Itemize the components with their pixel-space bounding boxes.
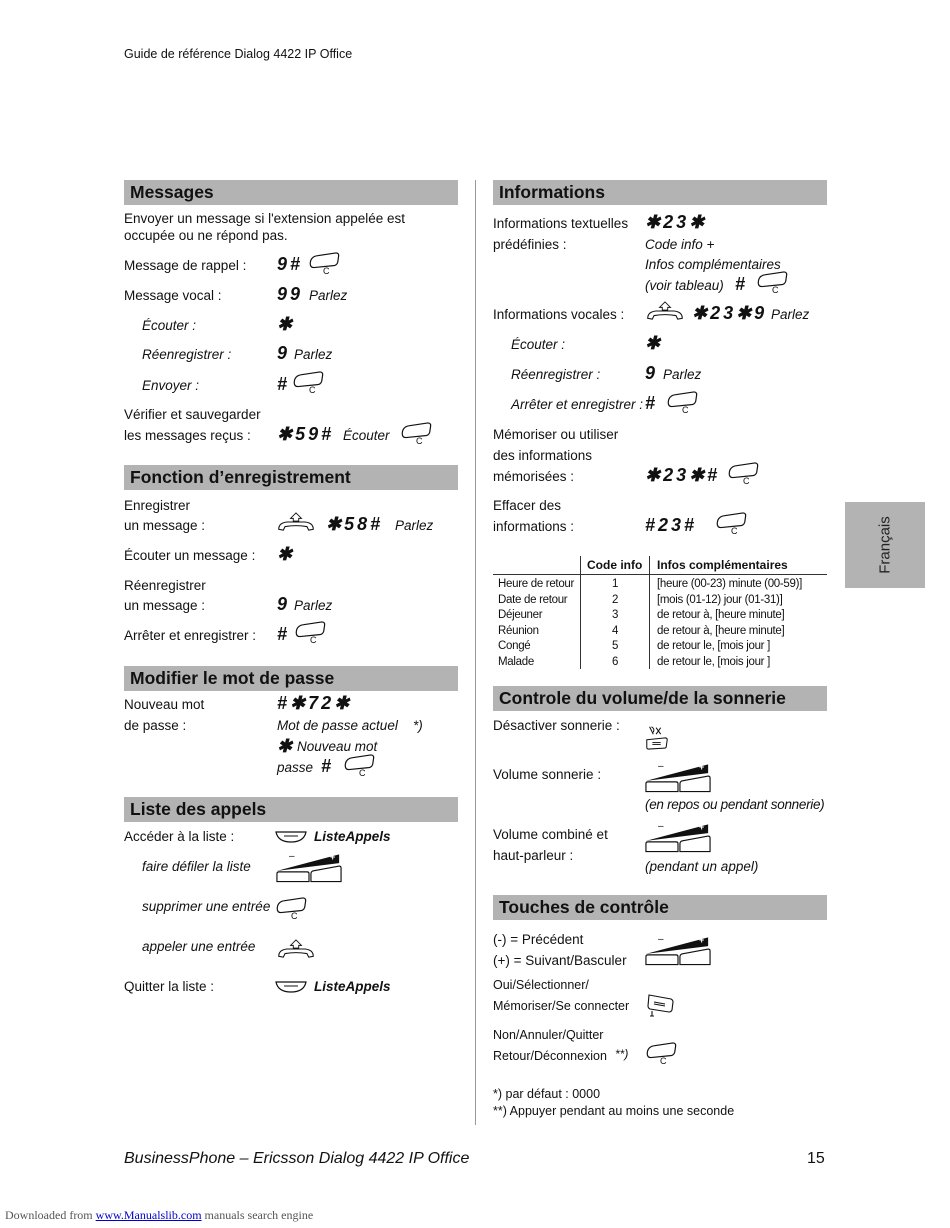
c-key-letter: C [416,436,423,446]
soft-key-icon [275,980,307,994]
table-cell-info-type: Congé [498,640,531,652]
messages-intro-1: Envoyer un message si l'extension appelée est [124,211,405,226]
minus-key-letter: – [658,934,664,945]
minus-key-letter: – [658,761,664,772]
c-key-letter: C [772,285,779,295]
prec-label: (-) = Précédent [493,932,584,947]
soft-key-icon [275,830,307,844]
table-col-rule [649,556,650,669]
plus-key-letter: + [699,935,705,945]
vocal-label: Message vocal : [124,288,222,303]
inf-arreter-code: # [645,393,659,413]
oui-label-2: Mémoriser/Se connecter [493,999,630,1013]
rappel-code: 9# [277,254,304,274]
table-cell-code: 1 [611,578,619,590]
verif-note: Écouter [343,428,390,443]
mdp-label-1: Nouveau mot [124,697,205,712]
section-heading-liste-appels: Liste des appels [124,797,458,822]
handset-offhook-icon [276,511,316,533]
msg-envoyer-label: Envoyer : [142,378,200,393]
enr-ecouter-label: Écouter un message : [124,548,256,563]
quitter-label: Quitter la liste : [124,979,215,994]
c-key-letter: C [660,1056,667,1066]
non-label-2: Retour/Déconnexion [493,1049,607,1063]
table-cell-details: de retour à, [heure minute] [657,609,785,621]
c-key-letter: C [291,911,298,921]
table-header-infos: Infos complémentaires [657,558,788,572]
table-header-code: Code info [587,558,643,572]
verif-code: ✱59# [277,424,335,444]
textuelles-code: ✱23✱ [645,212,708,232]
vocales-label: Informations vocales : [493,307,625,322]
page-number: 15 [807,1150,825,1167]
table-cell-info-type: Heure de retour [498,578,575,590]
table-cell-info-type: Déjeuner [498,609,543,621]
textuelles-label-1: Informations textuelles [493,216,629,231]
table-cell-details: de retour le, [mois jour ] [657,655,771,668]
verif-label-2: les messages reçus : [124,428,251,443]
header-title: Guide de référence Dialog 4422 IP Office [124,47,353,61]
c-key-letter: C [682,405,689,415]
msg-ecouter-code: ✱ [277,314,296,334]
plus-key-letter: + [699,762,705,772]
non-label-1: Non/Annuler/Quitter [493,1028,604,1042]
enr-arreter-code: # [277,624,291,644]
section-heading-enregistrement: Fonction d’enregistrement [124,465,458,490]
enreg-label-1: Enregistrer [124,498,191,513]
inf-ecouter-code: ✱ [645,333,664,353]
enreg-note: Parlez [395,518,434,533]
rappel-label: Message de rappel : [124,258,247,273]
verif-label-1: Vérifier et sauvegarder [124,407,261,422]
mdp-line-1: Mot de passe actuel [277,718,398,733]
memoriser-code: ✱23✱# [645,465,721,485]
mdp-line-3-code: # [321,756,335,776]
table-cell-details: [mois (01-12) jour (01-31)] [657,593,783,606]
acceder-action: ListeAppels [314,829,391,844]
table-cell-code: 4 [611,624,619,637]
handset-offhook-icon [276,938,316,960]
c-key-icon [292,371,324,393]
c-key-letter: C [310,635,317,645]
mute-ringer-icon [644,724,670,750]
combine-label-2: haut-parleur : [493,848,574,863]
language-tab-label: Français [876,516,894,574]
table-cell-info-type: Malade [498,655,534,668]
appeler-label: appeler une entrée [142,939,256,954]
section-heading-volume: Controle du volume/de la sonnerie [493,686,827,711]
minus-key-letter: – [658,821,664,832]
footer-title: BusinessPhone – Ericsson Dialog 4422 IP Office [124,1150,470,1167]
msg-reenreg-label: Réenregistrer : [142,347,232,362]
c-key-letter: C [309,385,316,395]
enr-reenreg-note: Parlez [294,598,333,613]
combine-note: (pendant un appel) [645,859,759,874]
combine-label-1: Volume combiné et [493,827,608,842]
c-key-letter: C [743,476,750,486]
table-cell-details: de retour à, [heure minute] [657,624,785,637]
section-heading-informations: Informations [493,180,827,205]
messages-intro-2: occupée ou ne répond pas. [124,228,288,243]
enr-ecouter-code: ✱ [277,544,296,564]
sonnerie-note: (en repos ou pendant sonnerie) [645,797,825,812]
desactiver-label: Désactiver sonnerie : [493,718,620,733]
textuelles-label-2: prédéfinies : [493,237,567,252]
minus-key-letter: – [289,851,295,862]
msg-reenreg-note: Parlez [294,347,333,362]
table-cell-code: 5 [611,640,619,652]
textuelles-line-3: Infos complémentaires [645,257,781,272]
table-cell-info-type: Réunion [498,624,539,637]
enr-reenreg-label-2: un message : [124,598,206,613]
vocal-note: Parlez [309,288,348,303]
mdp-line-3: passe [277,760,314,775]
enreg-code: ✱58# [326,514,384,534]
suiv-label: (+) = Suivant/Basculer [493,953,627,968]
source-attribution [5,1208,313,1223]
note-default-password: *) par défaut : 0000 [493,1087,601,1101]
memoriser-label-3: mémorisées : [493,469,575,484]
quitter-action: ListeAppels [314,979,391,994]
inf-reenreg-label: Réenregistrer : [511,367,601,382]
mdp-line-2: Nouveau mot [297,739,378,754]
table-cell-details: [heure (00-23) minute (00-59)] [657,578,803,590]
section-heading-messages: Messages [124,180,458,205]
column-divider [475,180,476,1125]
table-header-rule [493,574,827,575]
inf-arreter-label: Arrêter et enregistrer : [511,397,644,412]
oui-label-1: Oui/Sélectionner/ [493,978,589,992]
manualslib-link[interactable]: www.Manualslib.com [95,1208,202,1222]
table-cell-code: 6 [611,655,619,668]
textuelles-line-2: Code info + [645,237,715,252]
source-suffix: manuals search engine [204,1208,314,1222]
effacer-code: #23# [645,515,698,535]
section-heading-touches: Touches de contrôle [493,895,827,920]
msg-envoyer-code: # [277,374,291,394]
enreg-label-2: un message : [124,518,206,533]
mdp-label-2: de passe : [124,718,187,733]
plus-key-letter: + [330,852,336,862]
enr-reenreg-code: 9 [277,594,291,614]
inf-reenreg-code: 9 [645,363,659,383]
plus-key-letter: + [699,822,705,832]
memoriser-label-1: Mémoriser ou utiliser [493,427,619,442]
msg-ecouter-label: Écouter : [142,318,197,333]
table-cell-info-type: Date de retour [498,593,568,606]
source-prefix: Downloaded from [5,1208,93,1222]
mdp-code: #✱72✱ [277,693,353,713]
c-key-letter: C [731,526,738,536]
effacer-label-1: Effacer des [493,498,562,513]
defiler-label: faire défiler la liste [142,859,251,874]
mdp-line-1-note: *) [413,718,423,733]
msg-reenreg-code: 9 [277,343,291,363]
memoriser-label-2: des informations [493,448,593,463]
acceder-label: Accéder à la liste : [124,829,235,844]
table-cell-code: 2 [611,593,619,606]
inf-reenreg-note: Parlez [663,367,702,382]
mdp-line-2-code: ✱ [277,736,296,756]
language-tab [845,502,925,588]
table-cell-details: de retour le, [mois jour ] [657,640,771,652]
vocales-code: ✱23✱9 [692,303,768,323]
textuelles-line-4: (voir tableau) [645,278,724,293]
info-code-table [493,556,827,669]
supprimer-label: supprimer une entrée [142,899,271,914]
section-heading-mot-de-passe: Modifier le mot de passe [124,666,458,691]
note-press-duration: **) Appuyer pendant au moins une seconde [493,1104,735,1118]
table-cell-code: 3 [611,609,619,621]
sonnerie-label: Volume sonnerie : [493,767,602,782]
ok-key-icon [645,992,675,1018]
handset-offhook-icon [645,300,685,322]
c-key-letter: C [323,266,330,276]
c-key-letter: C [359,768,366,778]
enr-arreter-label: Arrêter et enregistrer : [124,628,257,643]
vocales-note: Parlez [771,307,810,322]
inf-ecouter-label: Écouter : [511,337,566,352]
enr-reenreg-label-1: Réenregistrer [124,578,206,593]
non-note: **) [615,1047,629,1061]
textuelles-line-4-code: # [735,274,749,294]
effacer-label-2: informations : [493,519,575,534]
vocal-code: 99 [277,284,304,304]
